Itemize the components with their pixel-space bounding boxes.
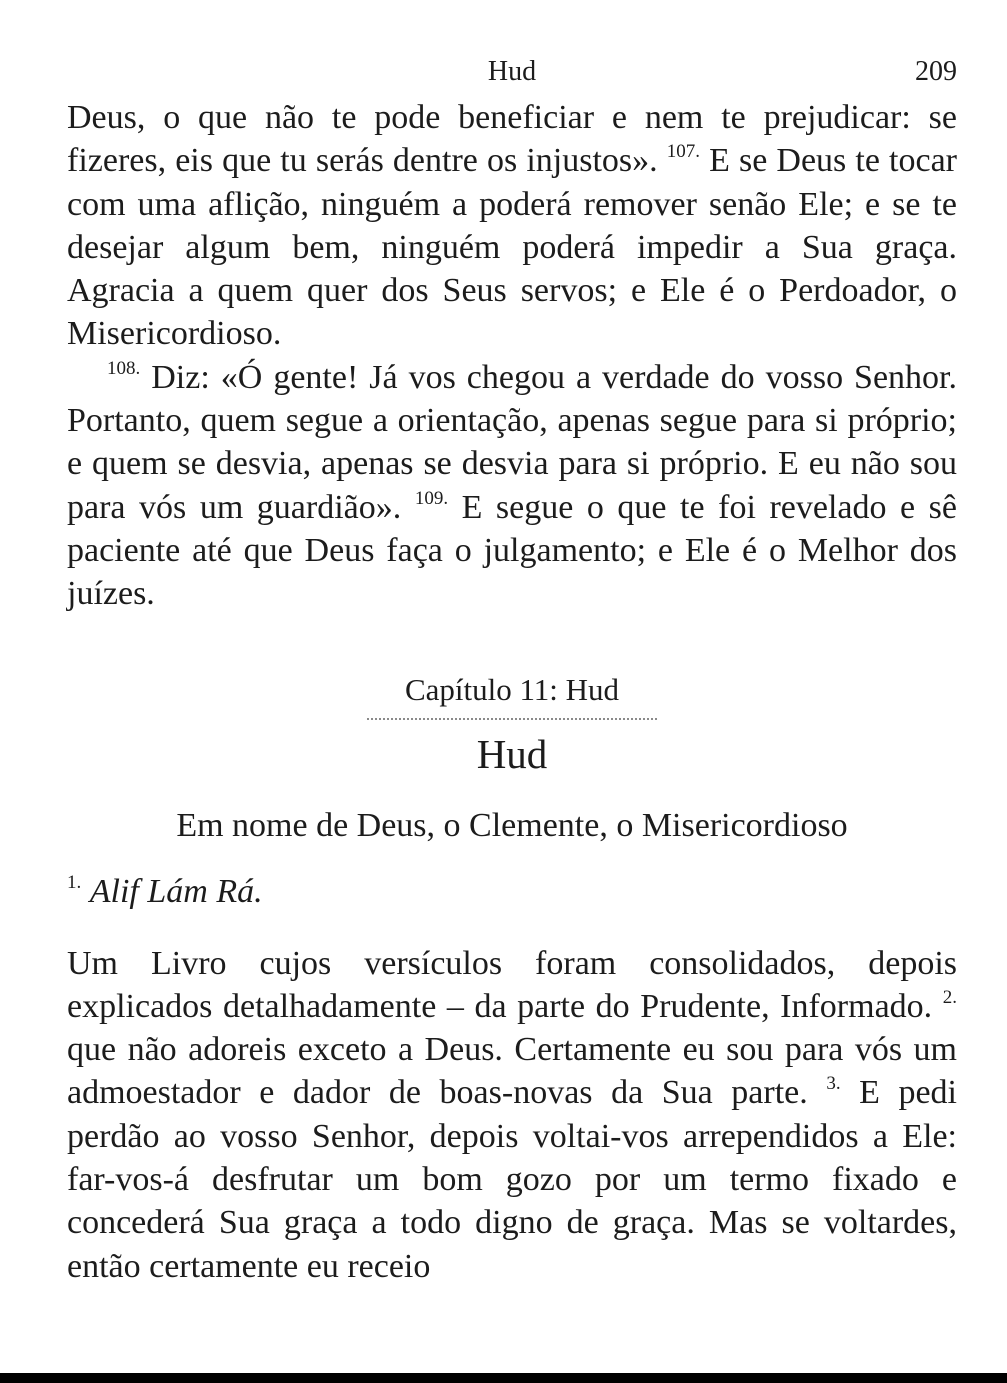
basmala: Em nome de Deus, o Clemente, o Misericordioso — [176, 806, 848, 844]
running-title: Hud — [487, 56, 537, 87]
paragraph-text: E se Deus te tocar com uma aflição, ninguém a poderá remover senão Ele; e se te desejar algum bem, ninguém poderá impedir a Sua graça. Agracia a quem quer dos Seus servos; e Ele é o Perdoador, o Misericordioso. — [67, 142, 957, 353]
chapter-heading: Capítulo 11: Hud — [404, 671, 620, 707]
paragraph-text: Diz: «Ó gente! Já vos chegou a verdade do vosso Senhor. Portanto, quem segue a orientação, apenas segue para si próprio; e quem se desvia, apenas se desvia para si próprio. E eu não sou para vós um guardião». — [67, 358, 958, 526]
running-header — [67, 52, 957, 96]
paragraph-text: Deus, o que não te pode beneficiar e nem te prejudicar: se fizeres, eis que tu serás dentre os injustos». — [67, 99, 957, 180]
paragraph-verse-108 — [67, 356, 957, 616]
verse-number: 3. — [826, 1073, 841, 1095]
paragraph-verses-1-3 — [67, 942, 957, 1288]
bottom-bar — [0, 1373, 1007, 1383]
surah-title: Hud — [476, 730, 548, 777]
book-page — [67, 52, 957, 1288]
paragraph-text: Um Livro cujos versículos foram consolidados, depois explicados detalhadamente – da parte do Prudente, Informado. — [67, 944, 957, 1025]
paragraph-text: que não adoreis exceto a Deus. Certamente eu sou para vós um admoestador e dador de boas-novas da Sua parte. — [67, 1031, 957, 1112]
paragraph-text: E segue o que te foi revelado e sê paciente até que Deus faça o julgamento; e Ele é o Melhor dos juízes. — [67, 488, 957, 613]
verse-number: 108. — [107, 357, 141, 379]
verse-number: 109. — [414, 487, 449, 509]
page-number: 209 — [915, 56, 957, 87]
paragraph-continuation — [67, 96, 957, 356]
verse-number: 2. — [942, 986, 957, 1008]
paragraph-text: E pedi perdão ao vosso Senhor, depois voltai-vos arrependidos a Ele: far-vos-á desfrutar um bom gozo por um termo fixado e concederá Sua graça a todo digno de graça. Mas se voltardes, então certamente eu receio — [67, 1074, 957, 1285]
verse-number: 1. — [67, 871, 82, 893]
chapter-divider — [367, 718, 657, 720]
verse-one — [67, 870, 957, 914]
verse-number: 107. — [666, 141, 700, 163]
verse-one-text: Alif Lám Rá. — [89, 872, 263, 910]
